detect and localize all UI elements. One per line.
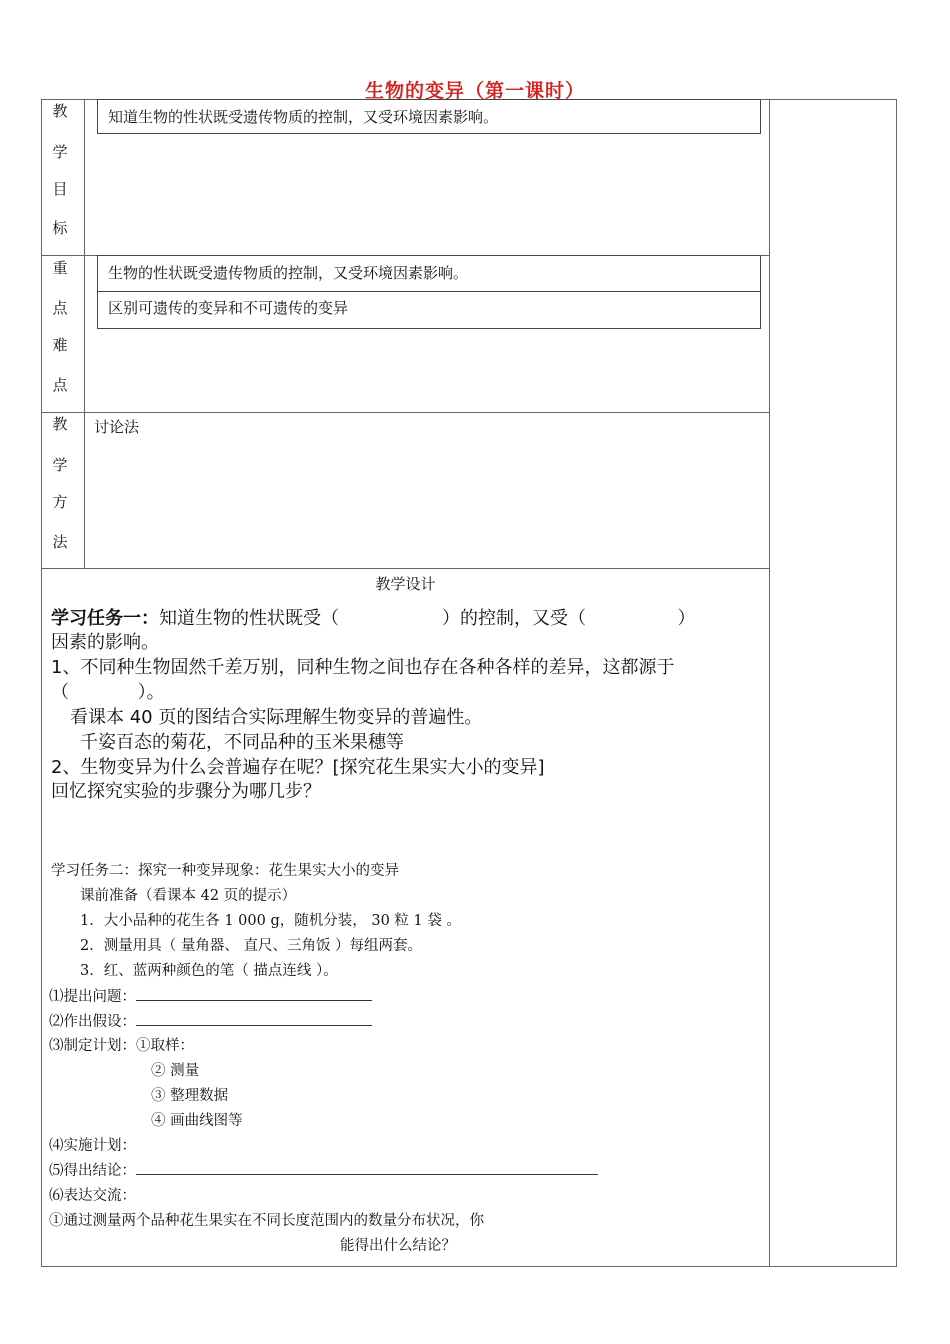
step-3-graph: ④ 画曲线图等 [151,1113,243,1129]
goal-box [97,99,761,134]
answer-line [136,1160,598,1175]
examples: 千姿百态的菊花，不同品种的玉米果穗等 [80,732,404,753]
key-label-char: 难 [52,336,68,354]
key-box-2 [97,291,761,329]
method-label-char: 教 [52,415,68,433]
page-title: 生物的变异（第一课时） [364,80,585,102]
method-label-char: 法 [52,533,68,551]
goal-text: 知道生物的性状既受遗传物质的控制，又受环境因素影响。 [108,108,499,126]
method-label-char: 学 [52,456,68,474]
step-1-label: ⑴提出问题： [49,989,136,1005]
table-right-border [896,99,897,1266]
key-label-char: 点 [52,376,68,394]
question1-line1: 1、不同种生物固然千差万别，同种生物之间也存在各种各样的差异，这都源于 [51,657,675,678]
key-label-char: 点 [52,299,68,317]
design-heading: 教学设计 [375,575,436,593]
step-3: ⑶制定计划：①取样： [49,1038,194,1054]
see-page-40: 看课本 40 页的图结合实际理解生物变异的普遍性。 [70,707,483,728]
step-6: ⑹表达交流： [49,1188,136,1204]
step-2-label: ⑵作出假设： [49,1014,136,1030]
task2-title: 学习任务二：探究一种变异现象：花生果实大小的变异 [51,863,399,879]
goal-label-char: 目 [52,180,68,198]
step-2 [49,1010,372,1031]
step-4: ⑷实施计划： [49,1138,136,1154]
step-5-label: ⑸得出结论： [49,1163,136,1179]
prep-item: 2．测量用具（ 量角器、 直尺、三角饭 ）每组两套。 [80,938,423,954]
task1-question: 知道生物的性状既受（ ）的控制，又受（ ） [159,608,696,629]
method-text: 讨论法 [94,418,140,436]
answer-line [136,986,372,1001]
goal-label-char: 教 [52,102,68,120]
key-text-1: 生物的性状既受遗传物质的控制，又受环境因素影响。 [108,264,469,282]
key-label-char: 重 [52,259,68,277]
key-text-2: 区别可遗传的变异和不可遗传的变异 [108,299,349,317]
answer-line [136,1011,372,1026]
row-divider-method [41,568,770,569]
row-divider-key [41,412,770,413]
recall-steps: 回忆探究实验的步骤分为哪几步？ [51,781,321,802]
notes-column-divider [769,99,770,1266]
label-column-divider [84,99,85,568]
table-bottom-border [41,1266,897,1267]
step-3-organize: ③ 整理数据 [151,1088,229,1104]
table-left-border [41,99,42,1266]
final-question-line1: ①通过测量两个品种花生果实在不同长度范围内的数量分布状况，你 [49,1213,484,1229]
task1-line1 [51,604,696,630]
question2: 2、生物变异为什么会普遍存在呢？[探究花生果实大小的变异] [51,757,545,778]
key-box-1 [97,255,761,292]
task1-title: 学习任务一： [51,608,159,629]
step-1 [49,985,372,1006]
step-3-measure: ② 测量 [151,1063,200,1079]
prep-item: 1．大小品种的花生各 1 000 g，随机分装， 30 粒 1 袋 。 [80,913,461,929]
question1-line2: （ ）。 [51,682,165,703]
method-label-char: 方 [52,493,68,511]
goal-label-char: 学 [52,143,68,161]
step-5 [49,1159,598,1180]
final-question-line2: 能得出什么结论？ [340,1238,456,1254]
goal-label-char: 标 [52,219,68,237]
prep-item: 3．红、蓝两种颜色的笔（ 描点连线 ）。 [80,963,338,979]
prep-title: 课前准备（看课本 42 页的提示） [80,888,297,904]
task1-line2: 因素的影响。 [51,632,159,653]
